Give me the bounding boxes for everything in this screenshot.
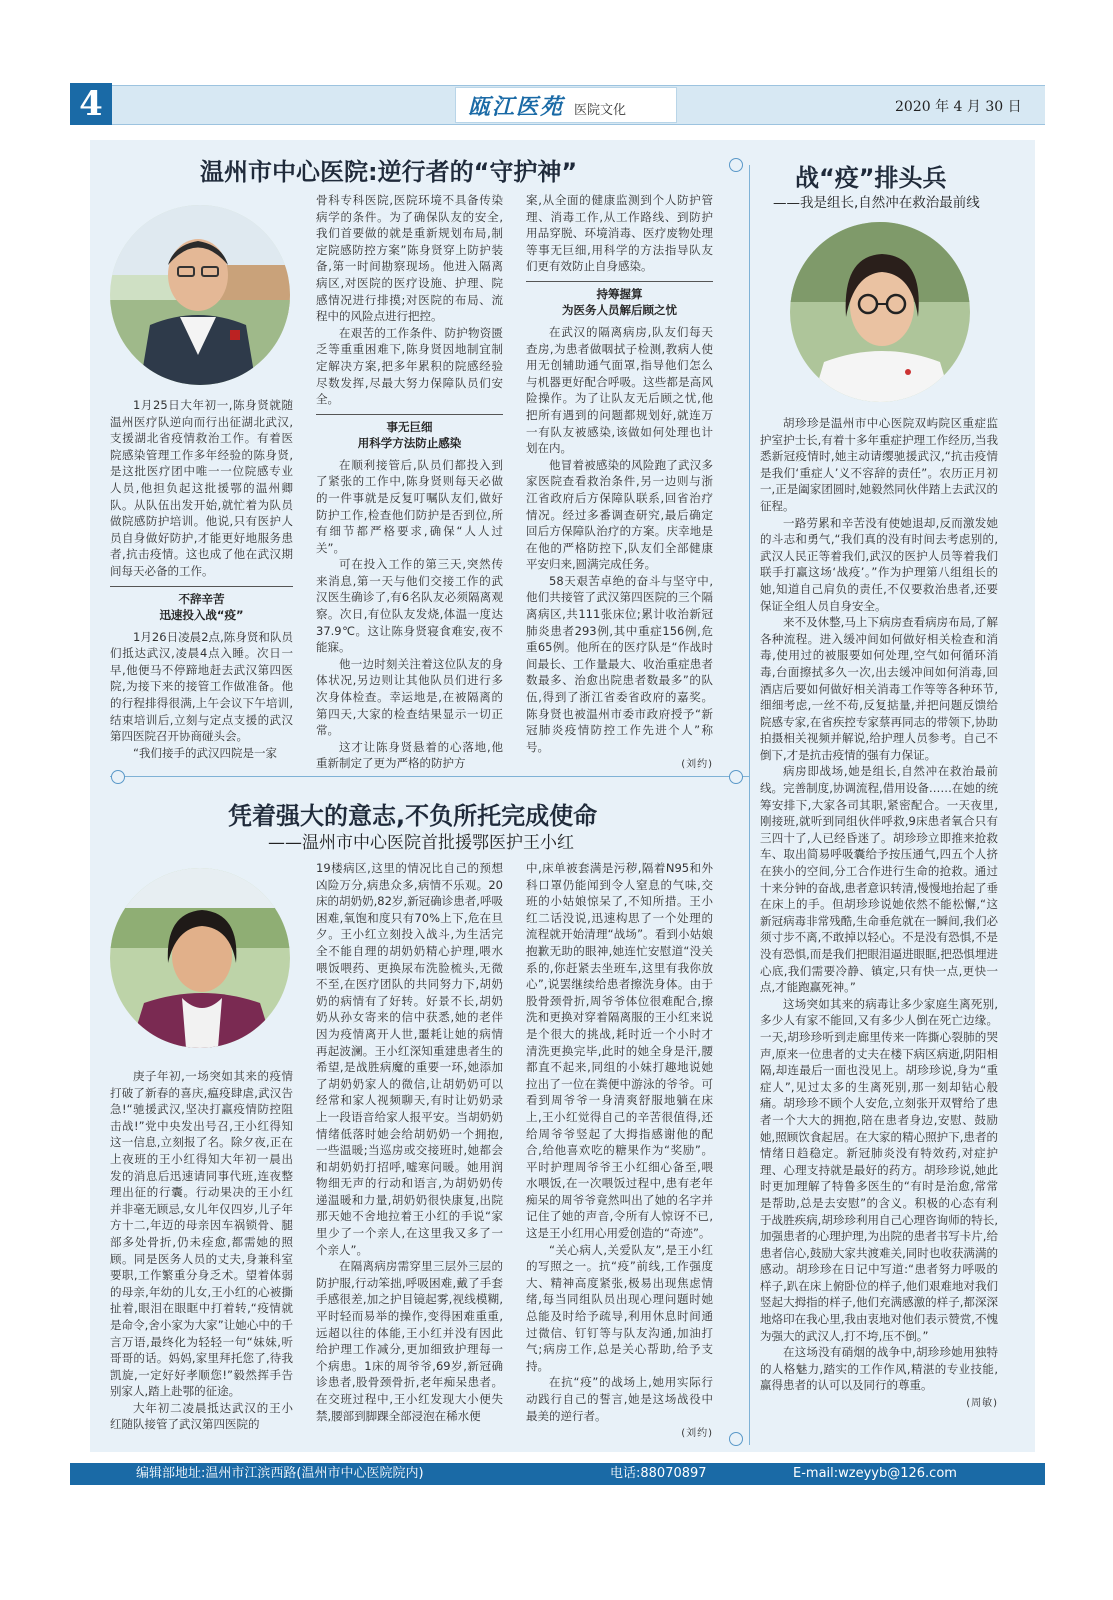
issue-date: 2020 年 4 月 30 日 <box>895 99 1022 115</box>
article2-column-1 <box>110 1068 293 1433</box>
article3-subtitle: ——我是组长,自然冲在救治最前线 <box>773 195 980 211</box>
paragraph: 在艰苦的工作条件、防护物资匮乏等重重困难下,陈身贤因地制宜制定解决方案,把多年累积的院感经验尽数发挥,尽最大努力保障队员们安全。 <box>316 325 503 407</box>
column-divider-horizontal <box>110 776 750 777</box>
paragraph: 可在投入工作的第三天,突然传来消息,第一天与他们交接工作的武汉医生确诊了,有6名队友必须隔离观察。次日,有位队友发烧,体温一度达37.9℃。这让陈身贤寝食难安,夜不能寐。 <box>316 557 503 655</box>
paragraph: 他一边时刻关注着这位队友的身体状况,另边则让其他队员们进行多次身体检查。幸运地是,在被隔离的第四天,大家的检查结果显示一切正常。 <box>316 656 503 738</box>
footer-address: 编辑部地址:温州市江滨西路(温州市中心医院院内) <box>136 1466 424 1481</box>
paragraph: 骨科专科医院,医院环境不具备传染病学的条件。为了确保队友的安全,我们首要做的就是重新规划布局,制定院感防控方案”陈身贤穿上防护装备,第一时间勘察现场。他进入隔离病区,对医院的医疗设施、护理、院感情况进行排摸;对医院的布局、流程中的风险点进行把控。 <box>316 193 503 324</box>
paragraph: 在这场没有硝烟的战争中,胡珍珍她用独特的人格魅力,踏实的工作作风,精湛的专业技能,赢得患者的认可以及同行的尊重。 <box>760 1345 998 1393</box>
subhead-text: 持筹握算 为医务人员解后顾之忧 <box>562 286 677 317</box>
article2-portrait <box>110 868 290 1048</box>
paragraph: 这场突如其来的病毒让多少家庭生离死别,多少人有家不能回,又有多少人倒在死亡边缘。一天,胡珍珍听到走廊里传来一阵撕心裂肺的哭声,原来一位患者的丈夫在楼下病区病逝,阴阳相隔,却连最后一面也没见上。胡珍珍说,身为“重症人”,见过太多的生离死别,那一刻却钻心般痛。胡珍珍不顾个人安危,立刻张开双臂给了患者一个大大的拥抱,陪在患者身边,安慰、鼓励她,照顾饮食起居。在大家的精心照护下,患者的情绪日趋稳定。新冠肺炎没有特效药,对症护理、心理支持就是最好的药方。胡珍珍说,她此时更加理解了特鲁多医生的“有时是治愈,常常是帮助,总是去安慰”的含义。积极的心态有利于战胜疾病,胡珍珍利用自己心理咨询师的特长,加强患者的心理护理,为出院的患者书写卡片,给患者信心,鼓励大家共渡难关,同时也收获满满的感动。胡珍珍在日记中写道:“患者努力呼吸的样子,趴在床上俯卧位的样子,他们艰难地对我们竖起大拇指的样子,他们充满感激的样子,都深深地烙印在我心里,我由衷地对他们表示赞赏,不愧为强大的武汉人,打不垮,压不倒。” <box>760 996 998 1343</box>
column-divider-vertical <box>749 165 750 1445</box>
paragraph: 19楼病区,这里的情况比自己的预想凶险万分,病患众多,病情不乐观。20床的胡奶奶,82岁,新冠确诊患者,呼吸困难,氧饱和度只有70%上下,危在旦夕。王小红立刻投入战斗,为生活完全不能自理的胡奶奶精心护理,喂水喂饭喂药、更换尿布洗脸梳头,无微不至,在医疗团队的共同努力下,胡奶奶的病情有了好转。好景不长,胡奶奶从孙女寄来的信中获悉,她的老伴因为疫情离开人世,噩耗让她的病情再起波澜。王小红深知重建患者生的希望,是战胜病魔的重要一环,她添加了胡奶奶家人的微信,让胡奶奶可以经常和家人视频聊天,有时让奶奶录上一段语音给家人报平安。当胡奶奶情绪低落时她会给胡奶奶一个拥抱,一些温暖;当巡房或交接班时,她都会和胡奶奶打招呼,嘘寒问暖。她用润物细无声的行动和语言,为胡奶奶传递温暖和力量,胡奶奶很快康复,出院那天她不舍地拉着王小红的手说“家里少了一个亲人,在这里我又多了一个亲人”。 <box>316 861 503 1257</box>
article2-title: 凭着强大的意志,不负所托完成使命 <box>228 802 598 830</box>
paragraph: 中,床单被套满是污秽,隔着N95和外科口罩仍能闻到令人窒息的气味,交班的小姑娘惊呆了,不知所措。王小红二话没说,迅速构思了一个处理的流程就开始清理“战场”。看到小姑娘抱歉无助的眼神,她连忙安慰道“没关系的,你赶紧去坐班车,这里有我你放心”,说罢继续给患者擦洗身体。由于股骨颈骨折,周爷爷体位很难配合,擦洗和更换对穿着隔离服的王小红来说是个很大的挑战,耗时近一个小时才清洗更换完毕,此时的她全身是汗,腰都直不起来,同组的小妹打趣地说她拉出了一位在粪便中游泳的爷爷。可看到周爷爷一身清爽舒服地躺在床上,王小红觉得自己的辛苦很值得,还给周爷爷竖起了大拇指感谢他的配合,给他喜欢吃的糖果作为“奖励”。平时护理周爷爷王小红细心备至,喂水喂饭,在一次喂饭过程中,患有老年痴呆的周爷爷竟然叫出了她的名字并记住了她的声音,令所有人惊讶不已,这是王小红用心用爱创造的“奇迹”。 <box>526 861 713 1241</box>
masthead-logo: 瓯江医苑 <box>468 93 565 120</box>
paragraph: 在隔离病房需穿里三层外三层的防护服,行动笨拙,呼吸困难,戴了手套手感很差,加之护目镜起雾,视线模糊,平时轻而易举的操作,变得困难重重,远超以往的体能,王小红并没有因此给护理工作减分,更加细致护理每一个病患。1床的周爷爷,69岁,新冠确诊患者,股骨颈骨折,老年痴呆患者。在交班过程中,王小红发现大小便失禁,腰部到脚踝全部浸泡在稀水便 <box>316 1259 503 1423</box>
article2-signature-row <box>526 1424 713 1443</box>
paragraph: “我们接手的武汉四院是一家 <box>133 745 277 760</box>
paragraph: 在抗“疫”的战场上,她用实际行动践行自己的誓言,她是这场战役中最美的逆行者。 <box>526 1375 713 1423</box>
article1-column-1 <box>110 397 293 761</box>
divider-circle-top <box>729 158 743 172</box>
article3-signature-row <box>760 1394 998 1413</box>
masthead <box>455 87 677 123</box>
paragraph: 在武汉的隔离病房,队友们每天查房,为患者做咽拭子检测,教病人使用无创辅助通气面罩,指导他们怎么与机器更好配合呼吸。这些都是高风险操作。为了让队友无后顾之忧,他把所有遇到的问题都规划好,就连万一有队友被感染,该做如何处理也计划在内。 <box>526 324 713 456</box>
divider-circle-bottom <box>729 1432 743 1446</box>
subhead-text: 不辞辛苦 迅速投入战“疫” <box>159 591 244 622</box>
article3-signature: (周敏) <box>966 1398 998 1410</box>
paragraph: “关心病人,关爱队友”,是王小红的写照之一。抗“疫”前线,工作强度大、精神高度紧张,极易出现焦虑情绪,每当同组队员出现心理问题时她总能及时给予疏导,利用休息时间通过微信、钉钉等与队友沟通,加油打气;病房工作,总是关心帮助,给予支持。 <box>526 1242 713 1373</box>
paragraph: 来不及休整,马上下病房查看病房布局,了解各种流程。进入缓冲间如何做好相关检查和消毒,使用过的被服要如何处理,空气如何循环消毒,台面擦拭多久一次,出去缓冲间如何消毒,回酒店后要如何做好相关消毒工作等等各种环节,细细考虑,一丝不苟,反复掂量,并把问题反馈给院感专家,在省疾控专家蔡再同志的带领下,协助拍摄相关视频并解说,给护理人员参考。自己不倒下,才是抗击疫情的强有力保证。 <box>760 615 998 762</box>
article2-column-3 <box>526 860 713 1443</box>
paragraph: 案,从全面的健康监测到个人防护管理、消毒工作,从工作路线、到防护用品穿脱、环境消毒、医疗废物处理等事无巨细,用科学的方法指导队友们更有效防止自身感染。 <box>526 193 713 274</box>
footer-phone: 电话:88070897 <box>610 1466 707 1481</box>
article2-subtitle: ——温州市中心医院首批援鄂医护王小红 <box>268 833 574 853</box>
article1-signature: (刘约) <box>681 759 713 771</box>
article3-portrait <box>790 222 970 402</box>
article3-column <box>760 415 998 1413</box>
page-number: 4 <box>70 83 112 125</box>
paragraph: 一路劳累和辛苦没有使她退却,反而激发她的斗志和勇气,“我们真的没有时间去考虑别的,武汉人民正等着我们,武汉的医护人员等着我们联手打赢这场‘战疫’。”作为护理第八组组长的她,知道自己肩负的责任,不仅要救治患者,还要保证全组人员自身安全。 <box>760 515 998 613</box>
article2-signature: (刘约) <box>681 1428 713 1440</box>
paragraph: 1月26日凌晨2点,陈身贤和队员们抵达武汉,凌晨4点入睡。次日一早,他便马不停蹄地赶去武汉第四医院,为接下来的接管工作做准备。他的行程排得很满,上午会议下午培训,结束培训后,立刻与定点支援的武汉第四医院召开协商碰头会。 <box>110 629 293 744</box>
article3-title: 战“疫”排头兵 <box>795 164 947 192</box>
section-name: 医院文化 <box>574 102 627 118</box>
article1-column-3 <box>526 192 713 774</box>
article1-title: 温州市中心医院:逆行者的“守护神” <box>200 158 578 186</box>
paragraph: 在顺利接管后,队员们都投入到了紧张的工作中,陈身贤则每天必做的一件事就是反复叮嘱队友们,做好防护工作,检查他们防护是否到位,所有细节都严格要求,确保“人人过关”。 <box>316 457 503 555</box>
paragraph: 庚子年初,一场突如其来的疫情打破了新春的喜庆,瘟疫肆虐,武汉告急!“驰援武汉,坚决打赢疫情防控阻击战!”党中央发出号召,王小红得知这一信息,立刻报了名。除夕夜,正在上夜班的王小红得知大年初一晨出发的消息后迅速请同事代班,连夜整理出征的行囊。行动果决的王小红并非毫无顾忌,女儿年仅四岁,儿子年方十二,年迈的母亲因车祸锁骨、腿部多处骨折,仍未痊愈,都需她的照顾。同是医务人员的丈夫,身兼科室要职,工作繁重分身乏术。望着体弱的母亲,年幼的儿女,王小红的心被撕扯着,眼泪在眼眶中打着转,“疫情就是命令,舍小家为大家”让她心中的千言万语,最终化为轻轻一句“妹妹,听哥哥的话。妈妈,家里拜托您了,待我凯旋,一定好好孝顺您!”毅然挥手告别家人,踏上赴鄂的征途。 <box>110 1069 293 1399</box>
paragraph: 这才让陈身贤悬着的心落地,他重新制定了更为严格的防护方 <box>316 739 503 771</box>
subhead-text: 事无巨细 用科学方法防止感染 <box>357 419 462 450</box>
footer-email[interactable]: E-mail:wzeyyb@126.com <box>793 1466 957 1481</box>
divider-circle-left <box>111 770 125 784</box>
article1-subhead-3 <box>526 281 713 318</box>
paragraph: 大年初二凌晨抵达武汉的王小红随队接管了武汉第四医院的 <box>110 1400 293 1432</box>
divider-circle-mid <box>729 770 743 784</box>
paragraph: 1月25日大年初一,陈身贤就随温州医疗队逆向而行出征湖北武汉,支援湖北省疫情救治工作。有着医院感染管理工作多年经验的陈身贤,是这批医疗团中唯一一位院感专业人员,他担负起这批援鄂的温州卿队。从队伍出发开始,就忙着为队员做院感防护培训。他说,只有医护人员自身做好防护,才能更好地服务患者,抗击疫情。这也成了他在武汉期间每天必备的工作。 <box>110 398 293 578</box>
paragraph: 他冒着被感染的风险跑了武汉多家医院查看救治条件,另一边则与浙江省政府后方保障队联系,回省治疗情况。经过多番调查研究,最后确定回后方保障队治疗的方案。庆幸地是在他的严格防控下,队友们全部健康平安归来,圆满完成任务。 <box>526 457 713 572</box>
article1-column-2 <box>316 192 503 772</box>
footer-bar <box>70 1463 1045 1485</box>
article2-column-2 <box>316 860 503 1424</box>
paragraph: 胡珍珍是温州市中心医院双屿院区重症监护室护士长,有着十多年重症护理工作经历,当我悉新冠疫情时,她主动请缨驰援武汉,“抗击疫情是我们‘重症人’义不容辞的责任”。农历正月初一,正是阖家团圆时,她毅然同伙伴踏上去武汉的征程。 <box>760 416 998 513</box>
article1-portrait <box>110 205 290 385</box>
paragraph: 58天艰苦卓绝的奋斗与坚守中,他们共接管了武汉第四医院的三个隔离病区,共111张床位;累计收治新冠肺炎患者293例,其中重症156例,危重65例。他所在的医疗队是“作战时间最长、工作量最大、收治重症患者数最多、治愈出院患者数最多”的队伍,得到了浙江省委省政府的嘉奖。陈身贤也被温州市委市政府授予“新冠肺炎疫情防控工作先进个人”称号。 <box>526 573 713 754</box>
article1-signature-row <box>526 755 713 774</box>
paragraph: 病房即战场,她是组长,自然冲在救治最前线。完善制度,协调流程,借用设备……在她的统筹安排下,大家各司其职,紧密配合。一天夜里,刚接班,就听到同组伙伴呼救,9床患者氧合只有三四十了,人已经昏迷了。胡珍珍立即推来抢救车、取出简易呼吸囊给予按压通气,四五个人挤在狭小的空间,分工合作进行生命的抢救。通过十来分钟的奋战,患者意识转清,慢慢地抬起了垂在床上的手。但胡珍珍说她依然不能松懈,“这新冠病毒非常残酷,生命垂危就在一瞬间,我们必须寸步不离,不敢掉以轻心。不是没有恐惧,不是没有恐惧,而是我们把眼泪逼进眼眶,把恐惧埋进心底,我们需要冷静、镇定,只有快一点,更快一点,才能跑赢死神。” <box>760 764 998 995</box>
article1-subhead-1 <box>110 586 293 623</box>
article1-subhead-2 <box>316 414 503 451</box>
